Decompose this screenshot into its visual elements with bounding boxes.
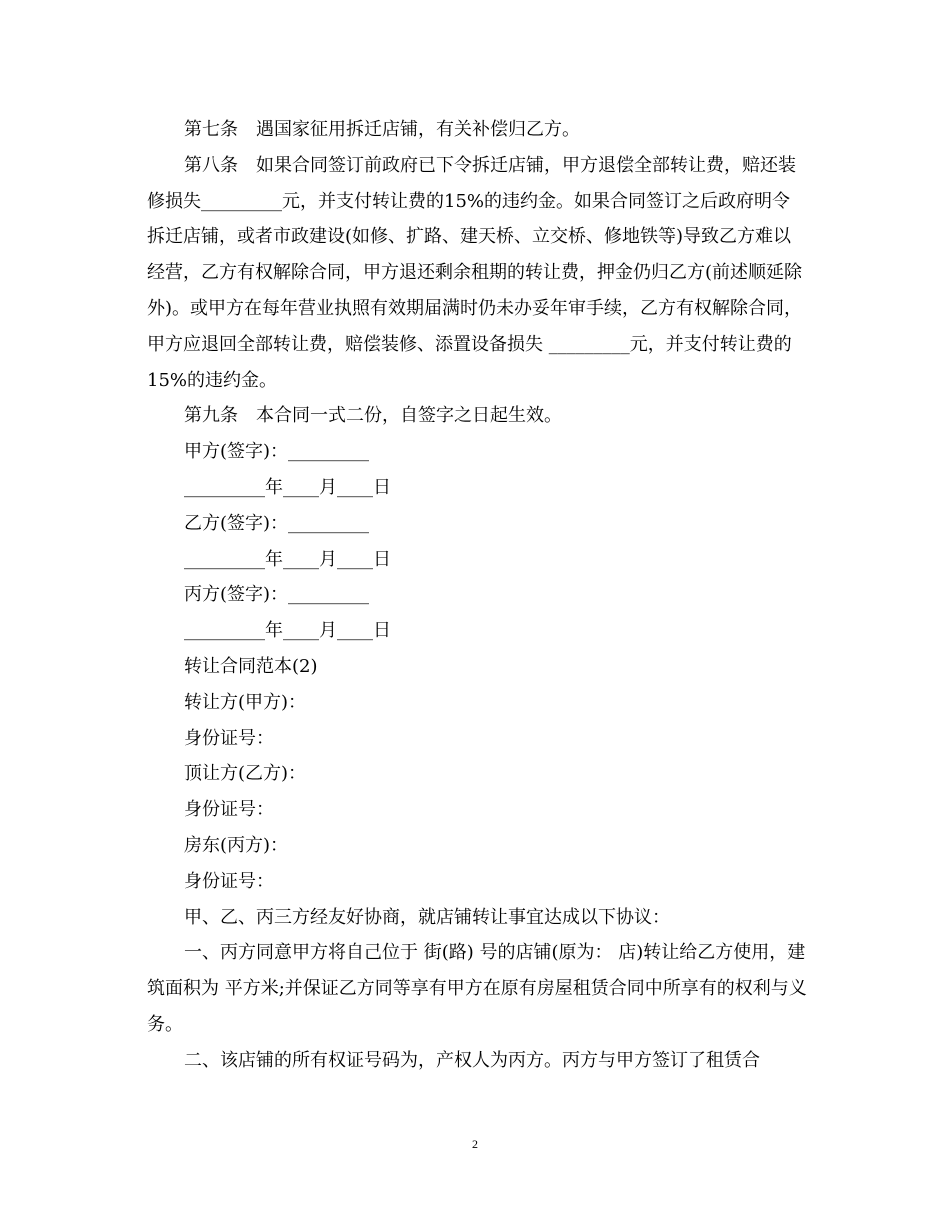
transferee-field: 顶让方(乙方)： [184, 763, 307, 785]
transferor-field: 转让方(甲方)： [184, 691, 307, 713]
party-a-date: _________年____月____日 [184, 476, 391, 498]
template-title: 转让合同范本(2) [184, 655, 318, 677]
article-2: 二、该店铺的所有权证号码为，产权人为丙方。丙方与甲方签订了租赁合 [184, 1049, 760, 1071]
agreement-intro: 甲、乙、丙三方经友好协商，就店铺转让事宜达成以下协议： [184, 906, 670, 928]
transferor-id-field: 身份证号： [184, 727, 274, 749]
party-a-signature: 甲方(签字)：_________ [184, 441, 370, 463]
party-b-date: _________年____月____日 [184, 548, 391, 570]
party-c-date: _________年____月____日 [184, 620, 391, 642]
clause-7: 第七条 遇国家征用拆迁店铺，有关补偿归乙方。 [184, 119, 580, 140]
page-number: 2 [472, 1137, 478, 1151]
clause-8: 第八条 如果合同签订前政府已下令拆迁店铺，甲方退偿全部转让费，赔还装修损失_________元，并支付转让费的15%的违约金。如果合同签订之后政府明令拆迁店铺，或者市政建设(如修、扩路、建天桥、立交桥、修地铁等)导致乙方难以经营，乙方有权解除合同，甲方退还剩余租期的转让费，押金仍归乙方(前述顺延除外)。或甲方在每年营业执照有效期届满时仍未办妥年审手续，乙方有权解除合同，甲方应退回全部转让费，赔偿装修、添置设备损失 _________元，并支付转让费的15%的违约金。 [147, 154, 803, 391]
party-c-signature: 丙方(签字)：_________ [184, 584, 370, 606]
landlord-id-field: 身份证号： [184, 870, 274, 892]
party-b-signature: 乙方(签字)：_________ [184, 512, 370, 534]
clause-9: 第九条 本合同一式二份，自签字之日起生效。 [184, 405, 562, 427]
article-1: 一、丙方同意甲方将自己位于 街(路) 号的店铺(原为： 店)转让给乙方使用，建筑面积为 平方米;并保证乙方同等享有甲方在原有房屋租赁合同中所享有的权利与义务。 [147, 942, 807, 1035]
landlord-field: 房东(丙方)： [184, 834, 289, 856]
transferee-id-field: 身份证号： [184, 799, 274, 821]
document-body [147, 112, 807, 1079]
